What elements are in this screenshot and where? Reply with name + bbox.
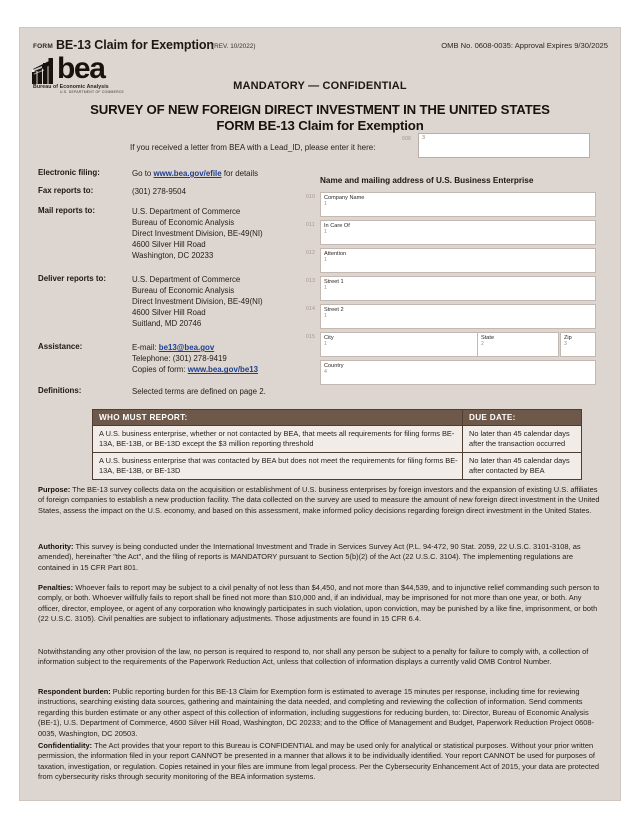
who-must-report-header: WHO MUST REPORT: xyxy=(93,410,463,425)
deliver-line: Bureau of Economic Analysis xyxy=(132,286,235,296)
field-number-014: 014 xyxy=(306,306,316,312)
omb-number: OMB No. 0608-0035: Approval Expires 9/30/2025 xyxy=(441,41,608,50)
assistance-copies-row xyxy=(132,364,303,375)
assistance-value xyxy=(132,342,303,375)
due-cell: No later than 45 calendar days after contacted by BEA xyxy=(469,456,570,475)
survey-title-line1: SURVEY OF NEW FOREIGN DIRECT INVESTMENT IN THE UNITED STATES xyxy=(90,102,550,117)
efile-post-text: for details xyxy=(221,169,259,178)
table-row xyxy=(93,452,581,479)
bea-subtitle: Bureau of Economic Analysis xyxy=(33,84,109,90)
confidentiality-paragraph xyxy=(38,741,604,783)
state-label: State xyxy=(481,334,495,341)
attention-tick: 1 xyxy=(324,257,327,263)
in-care-of-tick: 1 xyxy=(324,229,327,235)
street2-input[interactable] xyxy=(320,304,596,329)
lead-id-tick: 3 xyxy=(422,135,425,141)
electronic-filing-label: Electronic filing: xyxy=(38,168,100,177)
who-cell: A U.S. business enterprise that was contacted by BEA but does not meet the requirements for filing forms BE-13A, BE-13B, or BE-13D xyxy=(93,453,463,479)
purpose-label: Purpose: xyxy=(38,485,71,494)
address-block-title: Name and mailing address of U.S. Business Enterprise xyxy=(320,176,534,185)
authority-paragraph xyxy=(38,542,604,573)
purpose-paragraph xyxy=(38,485,604,516)
lead-id-prompt: If you received a letter from BEA with a Lead_ID, please enter it here: xyxy=(130,143,376,152)
email-link[interactable]: be13@bea.gov xyxy=(158,343,215,352)
respondent-burden-body: Public reporting burden for this BE-13 Claim for Exemption form is estimated to average 15 minutes per response, including time for reviewing instructions, searching existing data sources, gathering and maintaining the data needed, and completing and reviewing the collection of information. Send comments regarding this burden estimate or any other aspect of this collection of information, including suggestions for reducing burden, to: Director, Bureau of Economic Analysis (BE-1), U.S. Department of Commerce, 4600 Silver Hill Road, Washington, DC 20233; and to the Office of Management and Budget, Paperwork Reduction Project 0608-0035, Washington, DC 20503. xyxy=(38,687,595,738)
company-name-tick: 1 xyxy=(324,201,327,207)
field-number-012: 012 xyxy=(306,250,316,256)
notwithstanding-paragraph: Notwithstanding any other provision of the law, no person is required to respond to, nor shall any person be subject to a penalty for failure to comply with, a collection of information subject to the requirements of the Paperwork Reduction Act, unless that collection of information displays a currently valid OMB Control Number. xyxy=(38,647,589,667)
field-number-011: 011 xyxy=(306,222,315,228)
copies-label: Copies of form: xyxy=(132,365,188,375)
mail-label: Mail reports to: xyxy=(38,206,95,215)
street1-label: Street 1 xyxy=(324,278,344,285)
survey-title-line2: FORM BE-13 Claim for Exemption xyxy=(216,118,424,133)
assistance-email-row xyxy=(132,342,303,353)
purpose-body: The BE-13 survey collects data on the acquisition or establishment of U.S. business enterprises by foreign investors and the expansion of existing U.S. affiliates of foreign companies to establish a new production facility. The data collected on the survey are used to measure the amount of new foreign direct investment in the United States, assess the impact on the U.S. economy, and based on this assessment, make informed policy decisions regarding foreign direct investment in the United States. xyxy=(38,485,600,515)
fax-label: Fax reports to: xyxy=(38,186,94,195)
mandatory-confidential-banner: MANDATORY — CONFIDENTIAL xyxy=(233,80,407,92)
deliver-line: Suitland, MD 20746 xyxy=(132,319,202,329)
copies-link[interactable]: www.bea.gov/be13 xyxy=(187,365,259,375)
info-row-fax xyxy=(38,186,303,200)
field-number-013: 013 xyxy=(306,278,316,284)
country-input[interactable] xyxy=(320,360,596,385)
form-revision: (REV. 10/2022) xyxy=(212,43,256,50)
definitions-label: Definitions: xyxy=(38,386,82,395)
who-must-report-table xyxy=(92,409,582,480)
lead-id-input[interactable] xyxy=(418,133,590,158)
attention-label: Attention xyxy=(324,250,347,257)
deliver-label: Deliver reports to: xyxy=(38,274,106,283)
field-number-015: 015 xyxy=(306,334,316,340)
fax-value: (301) 278-9504 xyxy=(132,187,186,196)
due-date-header: DUE DATE: xyxy=(469,413,516,422)
assistance-label: Assistance: xyxy=(38,342,83,351)
city-tick: 1 xyxy=(324,341,327,347)
confidentiality-label: Confidentiality: xyxy=(38,741,93,750)
country-label: Country xyxy=(324,362,344,369)
bea-department: U.S. DEPARTMENT OF COMMERCE xyxy=(60,90,125,94)
zip-input[interactable] xyxy=(560,332,596,357)
authority-body: This survey is being conducted under the International Investment and Trade in Services Survey Act (P.L. 94-472, 90 Stat. 2059, 22 U.S.C. 3101-3108, as amended), hereinafter "the Act", and the filing of reports is MANDATORY pursuant to Section 5(b)(2) of the Act (22 U.S.C. 3104). The implementing regulations are contained in 15 CFR Part 801. xyxy=(38,542,581,572)
info-row-assistance xyxy=(38,342,303,380)
due-cell: No later than 45 calendar days after the transaction occurred xyxy=(469,429,570,448)
state-input[interactable] xyxy=(477,332,559,357)
form-header xyxy=(20,38,620,54)
company-name-label: Company Name xyxy=(324,194,365,201)
form-title: BE-13 Claim for Exemption xyxy=(56,38,214,52)
mail-line: Bureau of Economic Analysis xyxy=(132,218,235,228)
penalties-body: Whoever fails to report may be subject to a civil penalty of not less than $4,450, and not more than $44,539, and to injunctive relief commanding such person to comply, or both. Whoever willfully fails to report shall be fined not more than $10,000 and, if an individual, may be imprisoned for not more than one year, or both. Any officer, director, employee, or agent of any corporation who knowingly participates in such violation, upon conviction, may be punished by a like fine, imprisonment, or both (22 U.S.C. 3105). Civil penalties are subject to inflationary adjustments. Those adjustments are found in 15 CFR 6.4. xyxy=(38,583,600,624)
email-label: E-mail: xyxy=(132,343,159,352)
mail-line: Direct Investment Division, BE-49(NI) xyxy=(132,229,263,239)
contact-info-list xyxy=(38,168,303,404)
country-tick: 4 xyxy=(324,369,327,375)
street1-tick: 1 xyxy=(324,285,327,291)
efile-pre-text: Go to xyxy=(132,169,154,178)
form-word-label: FORM xyxy=(33,43,53,50)
city-input[interactable] xyxy=(320,332,478,357)
deliver-address xyxy=(132,274,303,329)
confidentiality-body: The Act provides that your report to this Bureau is CONFIDENTIAL and may be used only for analytical or statistical purposes. Without your prior written permission, the information filed in your report CANNOT be presented in a manner that allows it to be individually identified. Your report CANNOT be used for purposes of taxation, investigation, or regulation. Copies retained in your files are immune from legal process. Per the Cybersecurity Enhancement Act of 2015, your data are protected from cybersecurity risks through security monitoring of the BEA information systems. xyxy=(38,741,600,782)
info-row-deliver xyxy=(38,274,303,336)
mail-line: U.S. Department of Commerce xyxy=(132,207,241,216)
attention-input[interactable] xyxy=(320,248,596,273)
table-row xyxy=(93,425,581,452)
who-cell: A U.S. business enterprise, whether or not contacted by BEA, that meets all requirements for filing forms BE-13A, BE-13B, or BE-13D except the $3 million reporting threshold xyxy=(93,426,463,452)
info-row-mail xyxy=(38,206,303,268)
info-row-electronic-filing xyxy=(38,168,303,180)
form-page xyxy=(20,28,620,800)
respondent-burden-label: Respondent burden: xyxy=(38,687,111,696)
deliver-line: U.S. Department of Commerce xyxy=(132,275,241,284)
mail-line: 4600 Silver Hill Road xyxy=(132,240,206,250)
in-care-of-input[interactable] xyxy=(320,220,596,245)
mail-address xyxy=(132,206,303,261)
electronic-filing-value xyxy=(132,168,303,179)
company-name-input[interactable] xyxy=(320,192,596,217)
info-row-definitions xyxy=(38,386,303,398)
street2-label: Street 2 xyxy=(324,306,344,313)
penalties-label: Penalties: xyxy=(38,583,74,592)
definitions-value: Selected terms are defined on page 2. xyxy=(132,387,266,396)
lead-id-field-number: 006 xyxy=(402,136,412,142)
state-tick: 2 xyxy=(481,341,484,347)
bea-wordmark: bea xyxy=(57,52,105,85)
street1-input[interactable] xyxy=(320,276,596,301)
field-number-010: 010 xyxy=(306,194,316,200)
deliver-line: 4600 Silver Hill Road xyxy=(132,308,206,318)
deliver-line: Direct Investment Division, BE-49(NI) xyxy=(132,297,263,307)
assistance-telephone: Telephone: (301) 278-9419 xyxy=(132,354,227,364)
street2-tick: 1 xyxy=(324,313,327,319)
respondent-burden-paragraph xyxy=(38,687,604,739)
zip-label: Zip xyxy=(564,334,572,341)
mail-line: Washington, DC 20233 xyxy=(132,251,214,261)
table-header-row xyxy=(93,410,581,425)
efile-link[interactable]: www.bea.gov/efile xyxy=(153,169,222,178)
penalties-paragraph xyxy=(38,583,604,625)
zip-tick: 3 xyxy=(564,341,567,347)
authority-label: Authority: xyxy=(38,542,74,551)
in-care-of-label: In Care Of xyxy=(324,222,350,229)
city-label: City xyxy=(324,334,334,341)
